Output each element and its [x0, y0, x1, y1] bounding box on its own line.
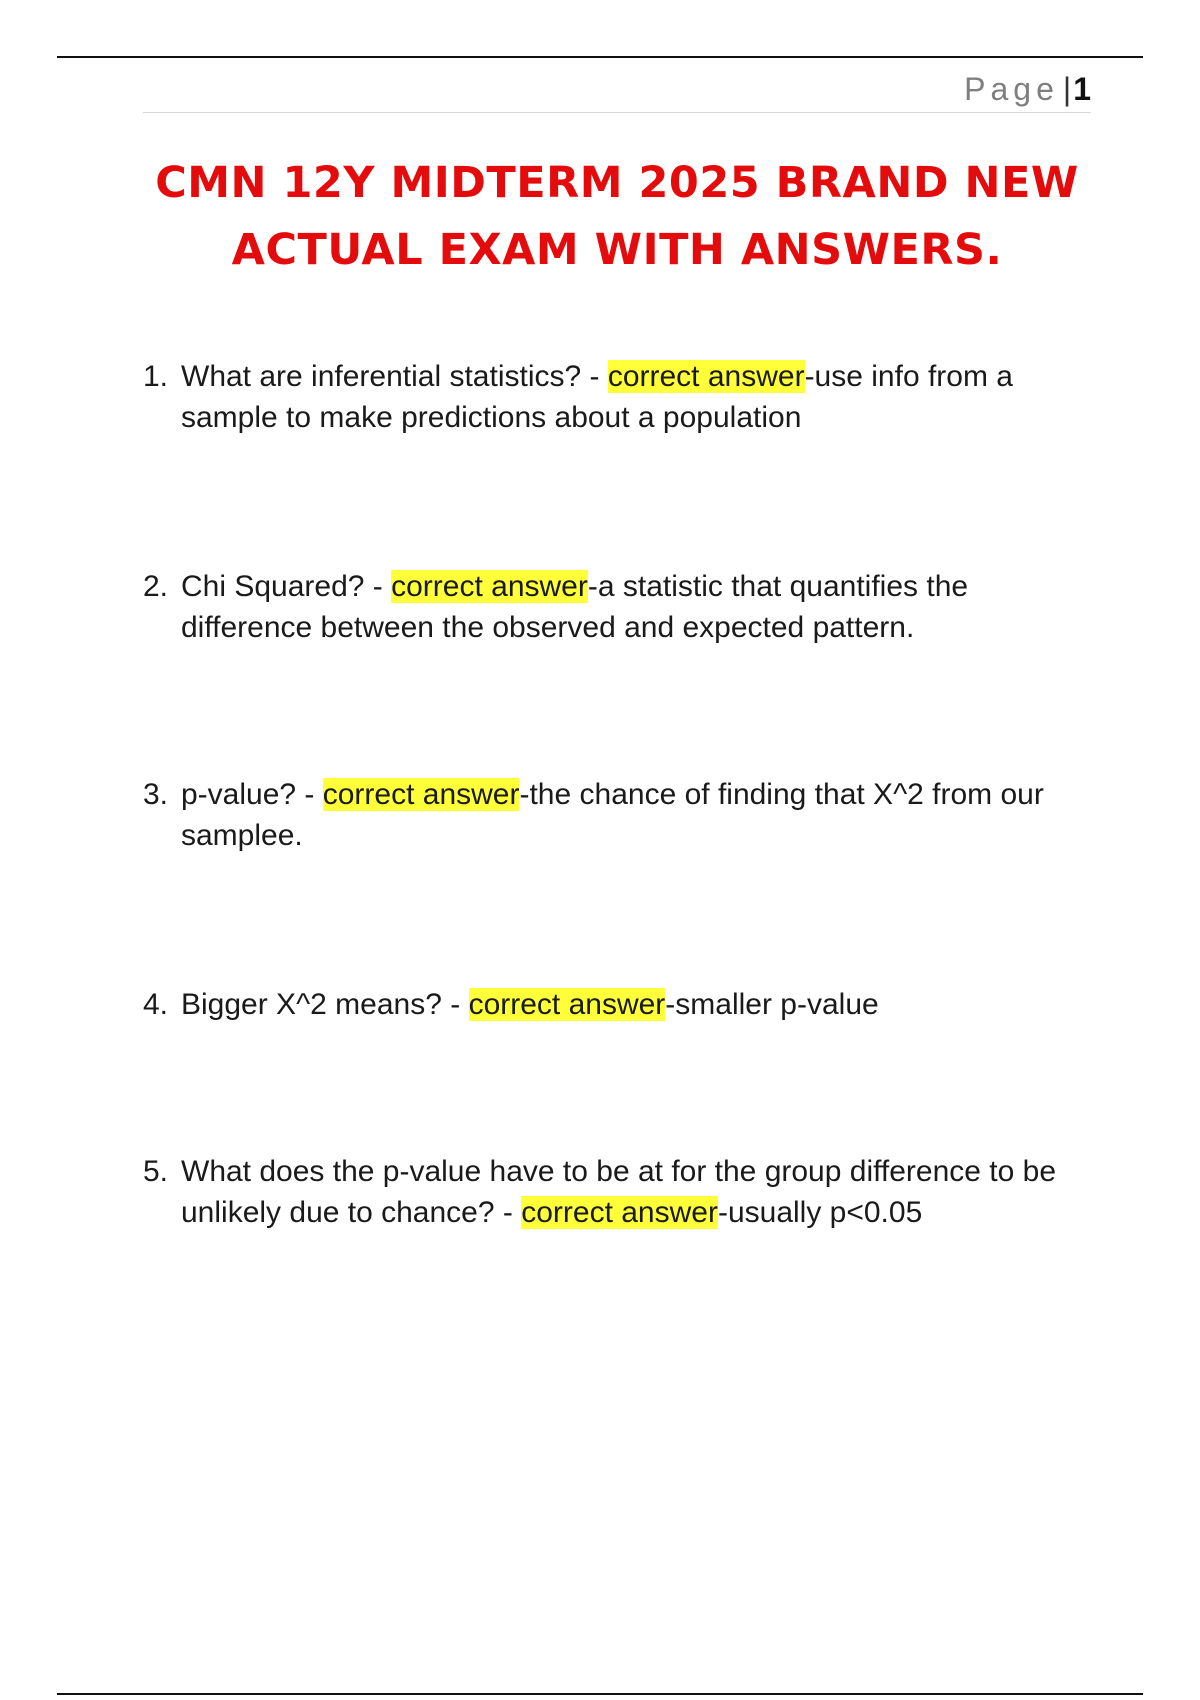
document-title: CMN 12Y MIDTERM 2025 BRAND NEW ACTUAL EXAM WITH ANSWERS. [155, 158, 1079, 275]
question-number: 4. [143, 988, 169, 1021]
answer-label-highlight: correct answer [521, 1196, 718, 1229]
question-text: Bigger X^2 means? - [181, 988, 469, 1021]
question-number: 3. [143, 778, 169, 811]
answer-label-highlight: correct answer [607, 360, 805, 393]
page-separator: | [1062, 71, 1072, 107]
question-item-1 [143, 356, 1103, 438]
question-item-3 [143, 774, 1103, 856]
answer-label-highlight: correct answer [322, 778, 520, 811]
answer-label-highlight: correct answer [468, 988, 666, 1021]
answer-text: -smaller p-value [665, 988, 879, 1021]
question-item-5 [143, 1151, 1103, 1233]
page-number: 1 [1073, 71, 1091, 107]
question-number: 2. [143, 570, 169, 603]
question-text: What does the p-value have to be at for the group difference to be unlikely due to chance? - [181, 1155, 1057, 1229]
question-text: p-value? - [181, 778, 323, 811]
answer-label-highlight: correct answer [391, 570, 588, 603]
answer-text: -use info from a sample to make predictions about a population [181, 360, 1013, 434]
question-item-4 [143, 984, 1103, 1025]
top-rule [57, 56, 1143, 58]
question-number: 1. [143, 360, 169, 393]
answer-text: -a statistic that quantifies the difference between the observed and expected pattern. [181, 570, 969, 644]
question-number: 5. [143, 1155, 169, 1188]
answer-text: -the chance of finding that X^2 from our samplee. [181, 778, 1044, 852]
question-text: What are inferential statistics? - [181, 360, 608, 393]
page-label: Page [964, 71, 1059, 107]
question-item-2 [143, 566, 1103, 648]
question-text: Chi Squared? - [181, 570, 392, 603]
bottom-rule [57, 1693, 1143, 1695]
page-header [143, 66, 1091, 113]
answer-text: -usually p<0.05 [717, 1196, 923, 1229]
